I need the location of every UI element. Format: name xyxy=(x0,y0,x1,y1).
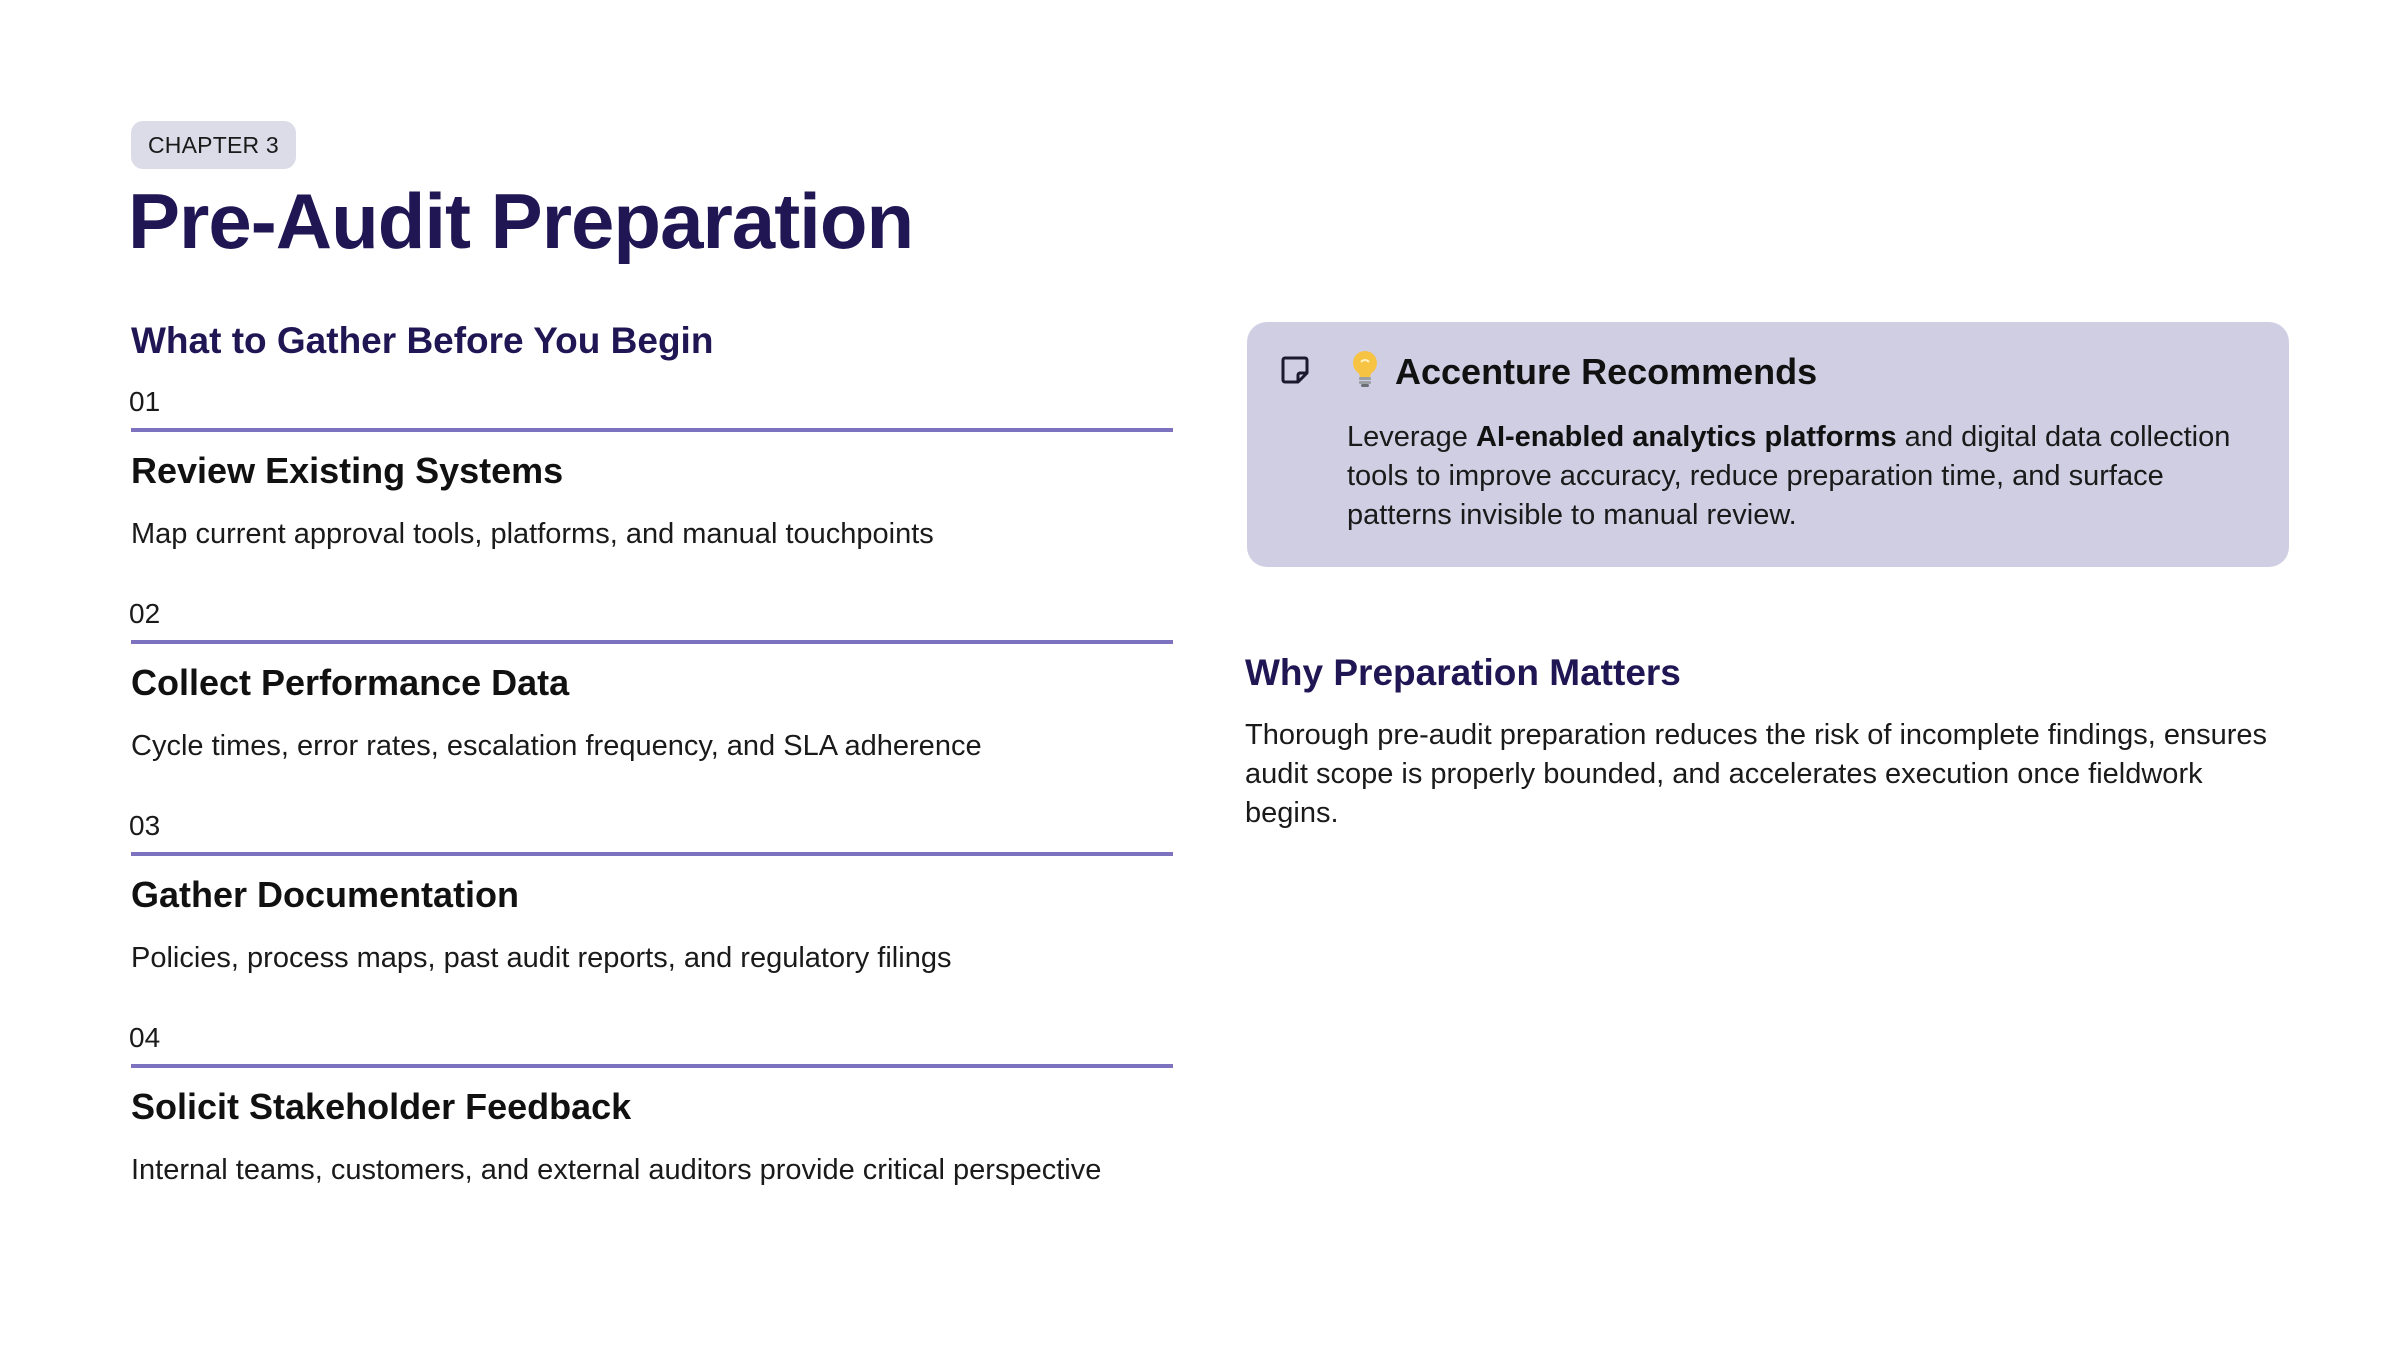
section-heading: What to Gather Before You Begin xyxy=(131,320,714,361)
step-item xyxy=(131,1020,1173,1232)
callout-body xyxy=(1347,418,2267,535)
gather-section xyxy=(129,316,1173,1186)
step-number: 02 xyxy=(129,598,161,629)
step-description: Policies, process maps, past audit reports, and regulatory filings xyxy=(131,942,952,974)
lightbulb-icon xyxy=(1347,348,1383,388)
step-title: Solicit Stakeholder Feedback xyxy=(131,1086,632,1127)
step-item xyxy=(131,384,1173,596)
callout-body-emphasis: AI-enabled analytics platforms xyxy=(1476,421,1897,453)
step-title: Gather Documentation xyxy=(131,874,520,915)
step-number: 01 xyxy=(129,386,161,417)
step-description: Cycle times, error rates, escalation frequency, and SLA adherence xyxy=(131,730,982,762)
why-heading: Why Preparation Matters xyxy=(1245,652,1681,693)
chapter-badge: CHAPTER 3 xyxy=(131,121,296,169)
step-number: 04 xyxy=(129,1022,161,1053)
step-divider xyxy=(131,1064,1173,1068)
step-title: Review Existing Systems xyxy=(131,450,564,491)
steps-list xyxy=(131,384,1173,1232)
step-item xyxy=(131,596,1173,808)
why-body: Thorough pre-audit preparation reduces the risk of incomplete findings, ensures audit scope is properly bounded, and accelerates execution once fieldwork begins. xyxy=(1245,719,2268,829)
step-description: Internal teams, customers, and external auditors provide critical perspective xyxy=(131,1154,1102,1186)
callout-body-prefix: Leverage xyxy=(1347,421,1476,453)
step-divider xyxy=(131,428,1173,432)
note-icon xyxy=(1279,354,1311,386)
step-description: Map current approval tools, platforms, and manual touchpoints xyxy=(131,518,934,550)
callout-title-text: Accenture Recommends xyxy=(1395,351,1818,392)
callout-body-suffix: and digital data collection tools to improve accuracy, reduce preparation time, and surface patterns invisible to manual review. xyxy=(1347,421,2231,531)
callout-title xyxy=(1347,348,1817,395)
step-divider xyxy=(131,852,1173,856)
step-number: 03 xyxy=(129,810,161,841)
step-divider xyxy=(131,640,1173,644)
step-title: Collect Performance Data xyxy=(131,662,570,703)
recommendation-callout xyxy=(1247,322,2289,567)
step-item xyxy=(131,808,1173,1020)
page-title: Pre-Audit Preparation xyxy=(128,177,914,265)
